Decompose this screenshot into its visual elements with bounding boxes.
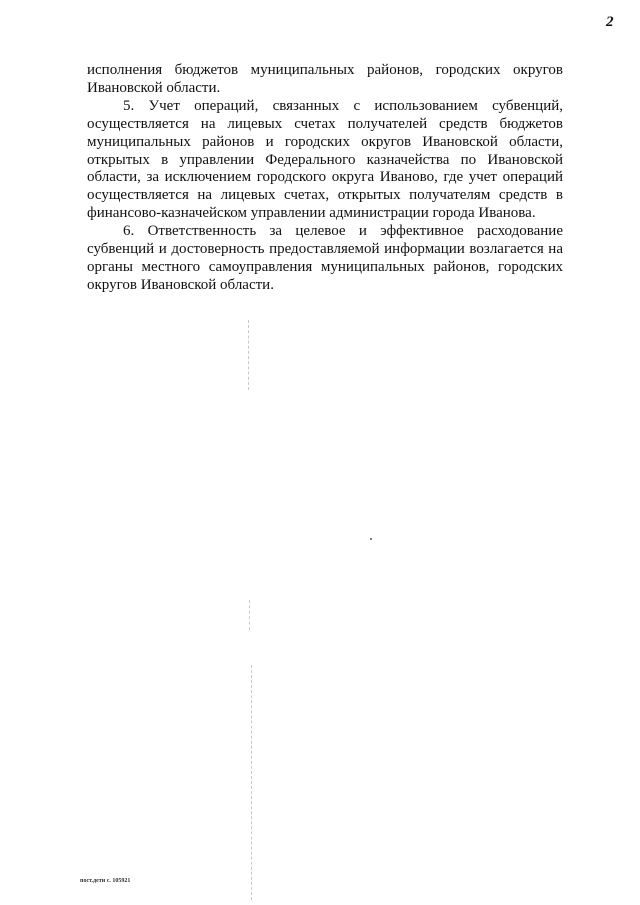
document-body	[87, 62, 563, 295]
scan-artifact-line	[251, 665, 252, 900]
scan-artifact-line	[248, 320, 249, 390]
scan-artifact-line	[249, 600, 250, 630]
page-number: 2	[606, 14, 614, 30]
footer-code: пост.дети с. 105921	[80, 878, 131, 884]
paragraph-6: 6. Ответственность за целевое и эффективное расходование субвенций и достоверность предоставляемой информации возлагается на органы местного самоуправления муниципальных районов, городских округов Ивановской области.	[87, 223, 563, 293]
paragraph-continuation: исполнения бюджетов муниципальных районов, городских округов Ивановской области.	[87, 62, 563, 96]
paragraph-5: 5. Учет операций, связанных с использованием субвенций, осуществляется на лицевых счетах получателей средств бюджетов муниципальных районов и городских округов Ивановской области, открытых в управлении Федерального казначейства по Ивановской области, за исключением городского округа Иваново, где учет операций осуществляется на лицевых счетах, открытых получателям средств в финансово-казначейском управлении администрации города Иванова.	[87, 97, 563, 222]
scan-artifact-dot	[370, 538, 372, 540]
